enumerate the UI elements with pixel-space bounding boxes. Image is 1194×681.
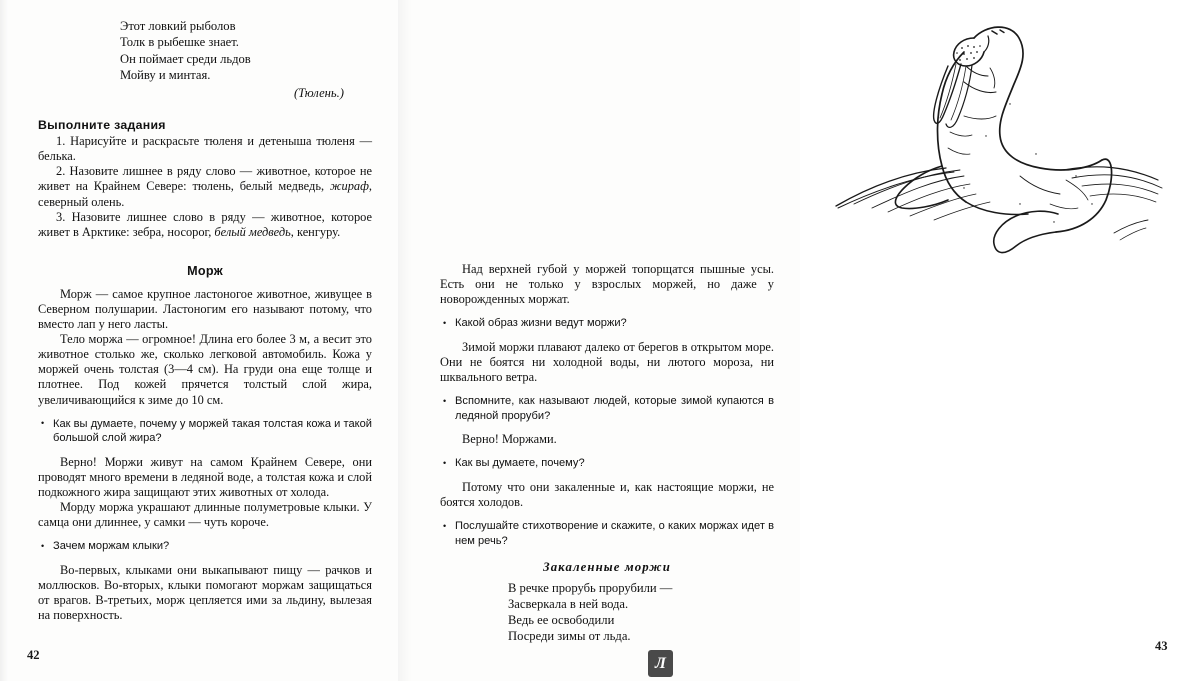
- page-number-right: 43: [1155, 639, 1168, 653]
- bullet-icon: •: [41, 540, 45, 551]
- answer-paragraph-1: Верно! Моржи живут на самом Крайнем Севере, они проводят много времени в ледяной воде, а толстая кожа и слой подкожного жира защищают этих животных от холода.: [38, 454, 372, 499]
- question-item-2: [38, 539, 372, 554]
- question-5-text: Как вы думаете, почему?: [455, 457, 585, 470]
- bullet-icon: •: [443, 395, 447, 406]
- left-page-text-column: [38, 18, 372, 623]
- task-item-1: 1. Нарисуйте и раскрасьте тюленя и детеныша тюленя — белька.: [38, 134, 372, 164]
- poem-line-2: Засверкала в ней вода.: [508, 596, 629, 611]
- riddle-block: [120, 18, 372, 101]
- poem-block: [508, 580, 774, 645]
- question-2-text: Зачем моржам клыки?: [53, 540, 170, 553]
- riddle-line-3: Он поймает среди льдов: [120, 51, 251, 66]
- answer-paragraph-3: Зимой моржи плавают далеко от берегов в открытом море. Они не боятся ни холодной воды, ни лютого мороза, ни шквального ветра.: [440, 339, 774, 385]
- page-number-left: 42: [27, 648, 40, 662]
- question-item-6: [440, 519, 774, 548]
- task-item-3: 3. Назовите лишнее слово в ряду — животное, которое живет в Арктике: зебра, носорог, белый медведь, кенгуру.: [38, 209, 372, 239]
- riddle-line-1: Этот ловкий рыболов: [120, 19, 236, 33]
- question-1-text: Как вы думаете, почему у моржей такая толстая кожа и такой большой слой жира?: [53, 417, 372, 445]
- paragraph-walrus-body: Тело моржа — огромное! Длина его более 3 м, а весит это животное столько же, сколько легковой автомобиль. Кожа у моржей очень толстая (3—4 см). На груди она еще толще и плотнее. Под кожей прячется толстый слой жира, увеличивающийся к зиме до 10 см.: [38, 332, 372, 407]
- question-4-text: Вспомните, как называют людей, которые зимой купаются в ледяной проруби?: [455, 395, 774, 422]
- poem-line-4: Посреди зимы от льда.: [508, 629, 631, 644]
- riddle-line-2: Толк в рыбешке знает.: [120, 35, 239, 50]
- paragraph-walrus-intro: Морж — самое крупное ластоногое животное, живущее в Северном полушарии. Ластоногим его называют потому, что вместо лап у него ласты.: [38, 286, 372, 332]
- bullet-icon: •: [443, 520, 447, 531]
- right-page: [400, 0, 1168, 681]
- paragraph-tusks: Морду моржа украшают длинные полуметровые клыки. У самца они длиннее, у самки — чуть короче.: [38, 500, 372, 530]
- tasks-heading: Выполните задания: [38, 118, 166, 133]
- question-item-5: [440, 456, 774, 471]
- right-page-text-column: [440, 262, 774, 644]
- task-2-italic: жираф: [329, 179, 369, 194]
- walrus-illustration: [814, 8, 1194, 266]
- poem-line-3: Ведь ее освободили: [508, 612, 615, 627]
- publisher-logo-icon: Л: [648, 650, 673, 677]
- answer-paragraph-4: Верно! Моржами.: [462, 432, 557, 447]
- bullet-icon: •: [443, 317, 447, 328]
- poem-title: Закаленные моржи: [543, 560, 671, 575]
- bullet-icon: •: [41, 418, 45, 429]
- task-3-italic: белый медведь: [214, 224, 291, 239]
- question-6-text: Послушайте стихотворение и скажите, о каких моржах идет в нем речь?: [455, 520, 774, 547]
- question-item-4: [440, 394, 774, 423]
- question-item-3: [440, 316, 774, 331]
- riddle-line-4: Мойву и минтая.: [120, 68, 211, 83]
- answer-paragraph-2: Во-первых, клыками они выкапывают пищу — рачков и моллюсков. Во-вторых, клыки помогают моржам защищаться от врагов. В-третьих, морж цепляется ими за льдину, вылезая на поверхность.: [38, 562, 372, 623]
- task-item-2: 2. Назовите лишнее в ряду слово — животное, которое не живет на Крайнем Севере: тюлень, белый медведь, жираф, северный олень.: [38, 164, 372, 209]
- question-3-text: Какой образ жизни ведут моржи?: [455, 317, 627, 330]
- bullet-icon: •: [443, 457, 447, 468]
- answer-paragraph-5: Потому что они закаленные и, как настоящие моржи, не боятся холодов.: [440, 480, 774, 510]
- paragraph-whiskers: Над верхней губой у моржей топорщатся пышные усы. Есть они не только у взрослых моржей, но даже у новорожденных моржат.: [440, 262, 774, 307]
- story-title-morzh: Морж: [187, 263, 223, 278]
- poem-line-1: В речке прорубь прорубили —: [508, 580, 673, 595]
- left-page: [0, 0, 400, 681]
- question-item-1: [38, 417, 372, 446]
- riddle-answer: (Тюлень.): [293, 85, 344, 100]
